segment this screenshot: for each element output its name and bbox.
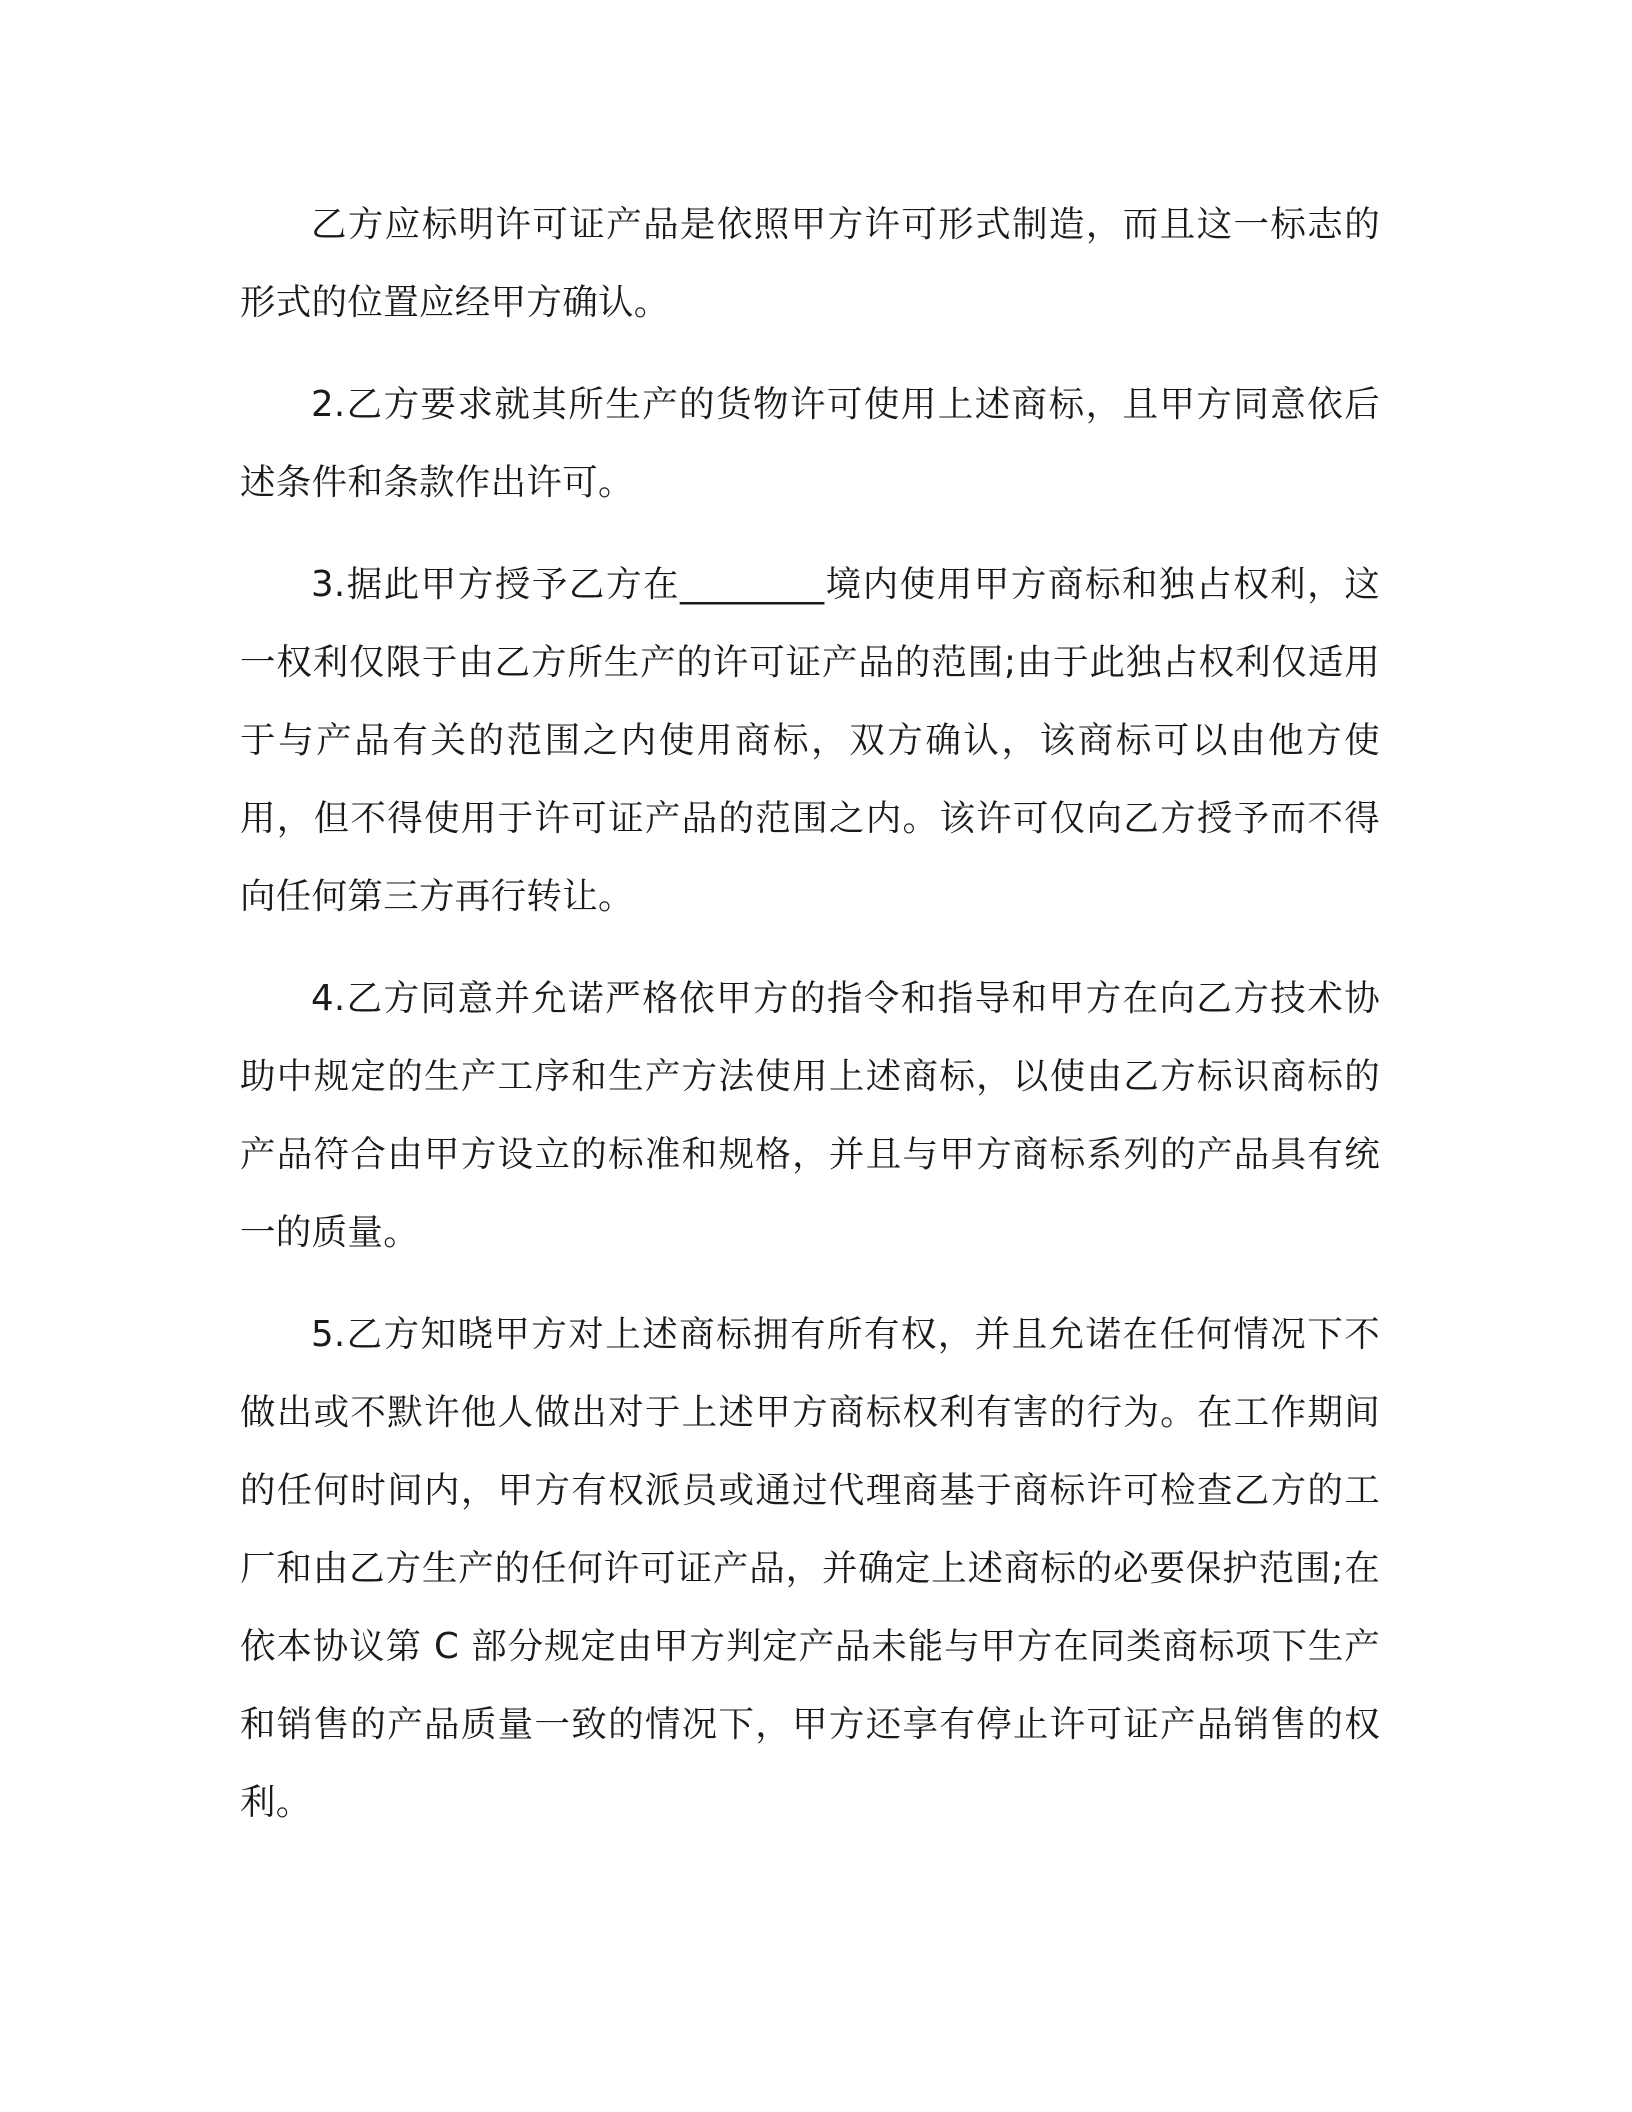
paragraph-clause-5: 5.乙方知晓甲方对上述商标拥有所有权，并且允诺在任何情况下不做出或不默许他人做出对于上述甲方商标权利有害的行为。在工作期间的任何时间内，甲方有权派员或通过代理商基于商标许可检查乙方的工厂和由乙方生产的任何许可证产品，并确定上述商标的必要保护范围;在依本协议第 C 部分规定由甲方判定产品未能与甲方在同类商标项下生产和销售的产品质量一致的情况下，甲方还享有停止许可证产品销售的权利。 [240, 1314, 1380, 1823]
paragraph-clause-3: 3.据此甲方授予乙方在________境内使用甲方商标和独占权利，这一权利仅限于由乙方所生产的许可证产品的范围;由于此独占权利仅适用于与产品有关的范围之内使用商标，双方确认，该商标可以由他方使用，但不得使用于许可证产品的范围之内。该许可仅向乙方授予而不得向任何第三方再行转让。 [240, 564, 1380, 917]
paragraph-clause-2: 2.乙方要求就其所生产的货物许可使用上述商标，且甲方同意依后述条件和条款作出许可。 [240, 384, 1380, 503]
paragraph-intro: 乙方应标明许可证产品是依照甲方许可形式制造，而且这一标志的形式的位置应经甲方确认。 [240, 204, 1380, 323]
paragraph-clause-4: 4.乙方同意并允诺严格依甲方的指令和指导和甲方在向乙方技术协助中规定的生产工序和生产方法使用上述商标，以使由乙方标识商标的产品符合由甲方设立的标准和规格，并且与甲方商标系列的产品具有统一的质量。 [240, 978, 1380, 1253]
document-body [240, 186, 1380, 1842]
